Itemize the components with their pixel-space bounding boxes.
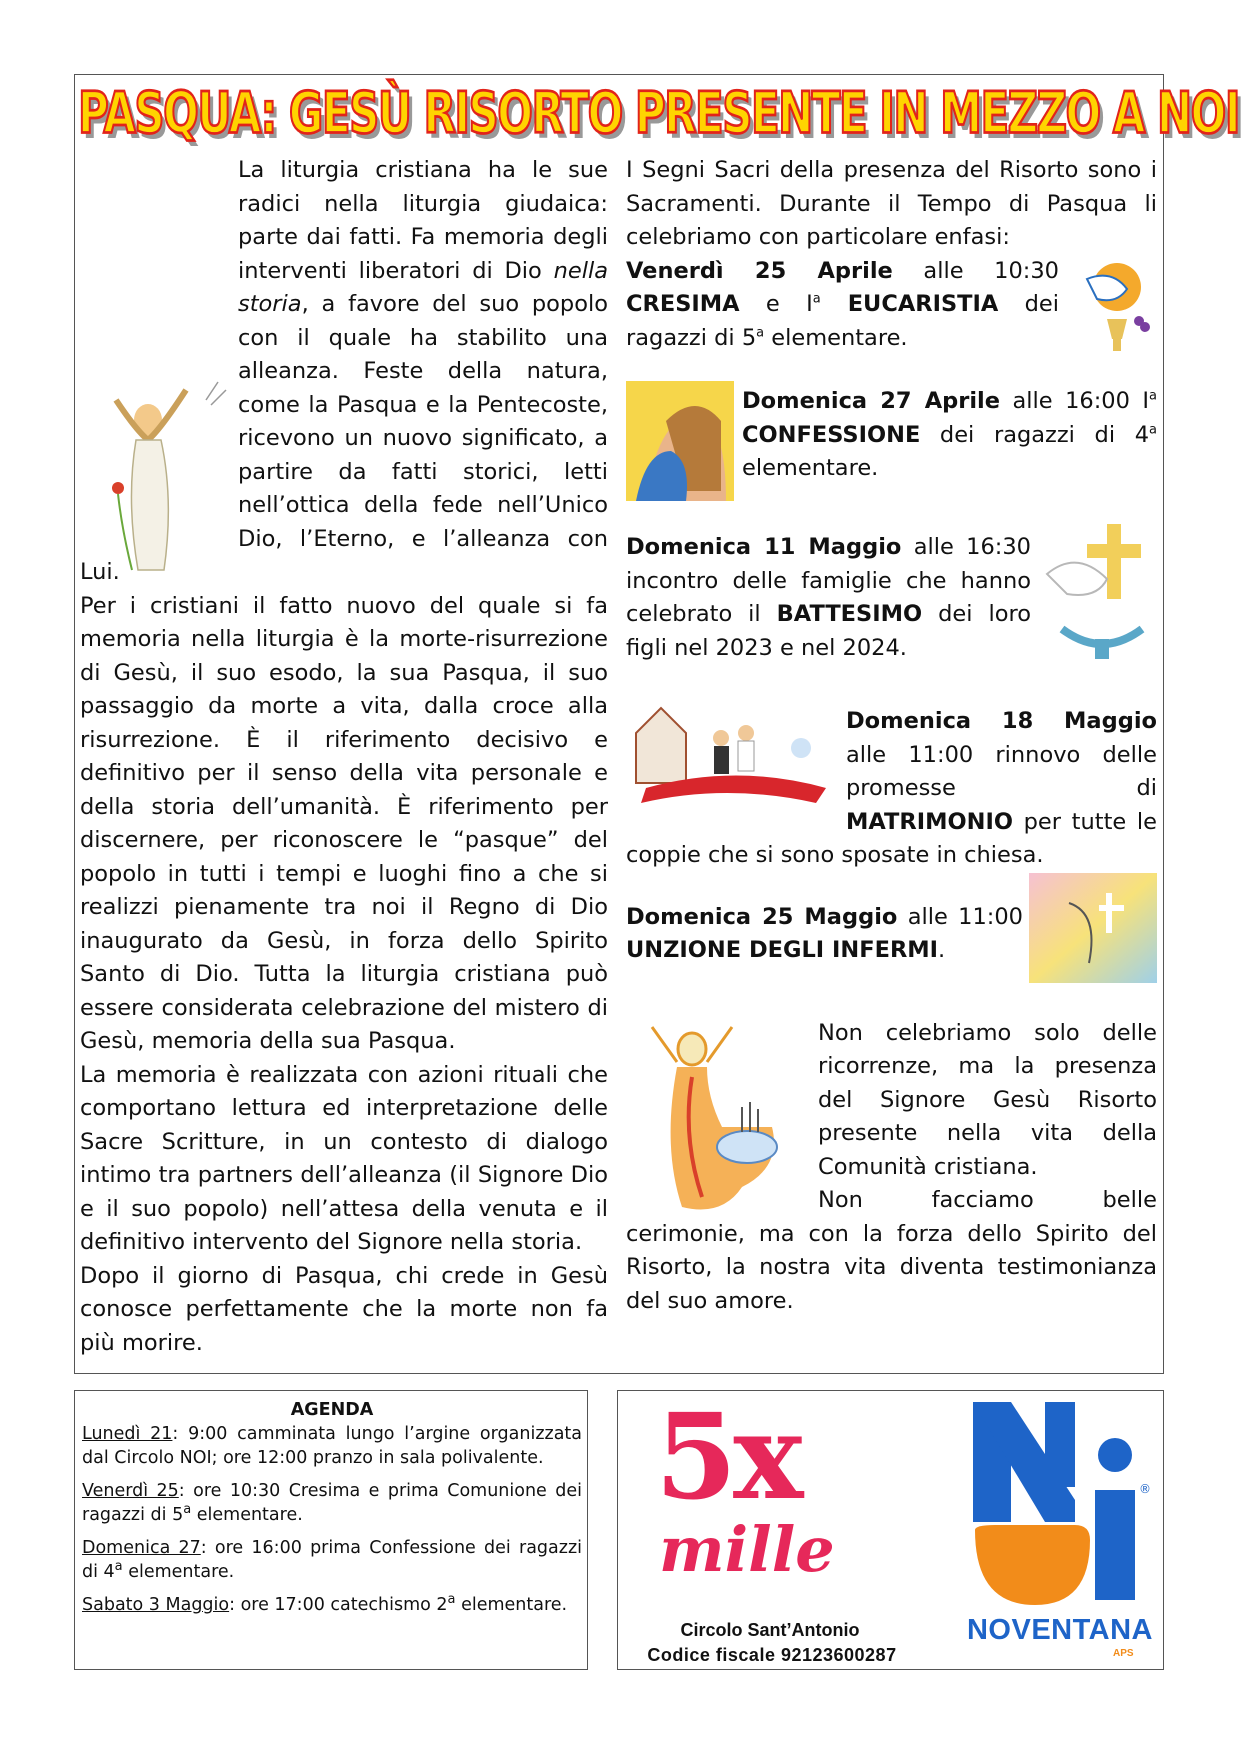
agenda-item-1-text: : 9:00 camminata lungo l’argine organizzata dal Circolo NOI; ore 12:00 pranzo in sala polivalente. — [82, 1424, 582, 1468]
event-unzione-b: UNZIONE DEGLI INFERMI — [626, 937, 939, 963]
event-confessione-t1: alle 16:00 I — [1000, 388, 1150, 414]
wedding-church-illustration — [626, 693, 836, 808]
mille-text: mille — [659, 1513, 835, 1586]
event-matrimonio-t1: alle 11:00 rinnovo delle promesse di — [846, 741, 1157, 801]
noventana-text: NOVENTANA — [966, 1614, 1154, 1646]
right-column — [626, 154, 1157, 1318]
agenda-item-1 — [82, 1422, 582, 1470]
right-intro: I Segni Sacri della presenza del Risorto sono i Sacramenti. Durante il Tempo di Pasqua li celebriamo con particolare enfasi: — [626, 157, 1157, 250]
agenda-item-2-rest: elementare. — [191, 1505, 303, 1525]
confession-embrace-illustration — [626, 381, 734, 501]
agenda-item-2-sup: a — [183, 1502, 192, 1518]
agenda-item-1-day: Lunedì 21 — [82, 1424, 173, 1444]
event-unzione-t1: alle 11:00 — [897, 903, 1023, 930]
event-confessione-sup2: a — [1149, 422, 1157, 437]
event-matrimonio-b: MATRIMONIO — [846, 808, 1013, 835]
agenda-box — [82, 1398, 582, 1626]
agenda-item-3-text: : ore 16:00 prima Confessione dei ragazzi di 4 — [82, 1538, 582, 1582]
event-confessione-t3: elementare. — [742, 455, 879, 481]
agenda-item-4-rest: elementare. — [455, 1595, 568, 1615]
agenda-item-3 — [82, 1536, 582, 1584]
event-cresima-t2: e I — [739, 291, 813, 317]
event-unzione-date: Domenica 25 Maggio — [626, 903, 898, 930]
baptism-dove-cross-icon — [1037, 519, 1157, 669]
event-battesimo-t2: dei loro figli nel 2023 e nel 2024. — [626, 601, 1031, 661]
paragraph-1-italic: nella storia — [238, 257, 608, 317]
agenda-heading: AGENDA — [290, 1400, 374, 1420]
agenda-item-4-day: Sabato 3 Maggio — [82, 1595, 230, 1615]
agenda-item-3-day: Domenica 27 — [82, 1538, 201, 1558]
risen-christ-illustration — [86, 370, 236, 575]
circolo-name: Circolo Sant’Antonio — [680, 1620, 860, 1640]
event-cresima-sup2: a — [756, 325, 765, 340]
paragraph-4: Dopo il giorno di Pasqua, chi crede in Gesù conosce perfettamente che la morte non fa più morire. — [80, 1262, 608, 1356]
event-cresima-date: Venerdì 25 Aprile — [626, 257, 893, 284]
risen-christ-empty-tomb-illustration — [622, 1017, 812, 1217]
event-cresima-sup1: a — [812, 291, 821, 307]
event-cresima-t4: elementare. — [764, 324, 908, 351]
left-column — [80, 154, 608, 1360]
paragraph-1-rest: , a favore del suo popolo con il quale ha stabilito una alleanza. Feste della natura, come la Pasqua e la Pentecoste, ricevono un nuovo significato, a partire da fatti storici, letti nell’ottica della fede nell’Unico Dio, l’Eterno, e l’alleanza con Lui. — [80, 291, 608, 585]
right-closing-1: Non celebriamo solo delle ricorrenze, ma la presenza del Signore Gesù Risorto presente nella vita della Comunità cristiana. — [818, 1019, 1157, 1180]
noi-logo-mark — [965, 1400, 1155, 1610]
event-battesimo-b: BATTESIMO — [776, 601, 923, 627]
event-battesimo-date: Domenica 11 Maggio — [626, 534, 902, 560]
event-cresima-b1: CRESIMA — [626, 291, 740, 317]
right-closing-2: Non facciamo belle cerimonie, ma con la forza dello Spirito del Risorto, la nostra vita diventa testimonianza del suo amore. — [626, 1187, 1157, 1314]
anointing-sick-illustration — [1029, 873, 1157, 983]
event-unzione-t2: . — [938, 937, 946, 963]
aps-text: APS — [1113, 1648, 1134, 1659]
paragraph-3: La memoria è realizzata con azioni rituali che comportano lettura ed interpretazione delle Sacre Scritture, in un contesto di dialogo intimo tra partners dell’alleanza (il Signore Dio e il suo popolo) nell’attesa della venuta e il definitivo intervento del Signore nella storia. — [80, 1061, 608, 1255]
event-cresima-t1: alle 10:30 — [892, 257, 1059, 284]
five-x-text: 5x — [655, 1387, 800, 1526]
page-title: PASQUA: GESÙ RISORTO PRESENTE IN MEZZO A NOI — [78, 80, 1239, 147]
event-confessione-t2: dei ragazzi di 4 — [920, 421, 1150, 448]
agenda-item-2-day: Venerdì 25 — [82, 1481, 179, 1501]
noi-noventana-logo — [965, 1400, 1155, 1665]
event-battesimo-t1: alle 16:30 incontro delle famiglie che hanno celebrato il — [626, 534, 1031, 627]
event-cresima-t3: dei ragazzi di 5 — [626, 291, 1059, 351]
codice-fiscale: Codice fiscale 92123600287 — [647, 1645, 897, 1665]
agenda-item-3-sup: a — [114, 1559, 123, 1575]
confirmation-eucharist-icon — [1067, 259, 1157, 359]
noi-reg-mark: ® — [1139, 1482, 1151, 1496]
event-confessione-b: CONFESSIONE — [742, 421, 921, 448]
event-confessione-date: Domenica 27 Aprile — [742, 388, 1000, 414]
event-matrimonio-date: Domenica 18 Maggio — [846, 708, 1157, 734]
event-cresima-b2: EUCARISTIA — [820, 291, 999, 317]
event-confessione-sup1: a — [1149, 388, 1157, 404]
agenda-item-4-sup: a — [447, 1592, 456, 1608]
agenda-item-2-text: : ore 10:30 Cresima e prima Comunione dei ragazzi di 5 — [82, 1481, 582, 1525]
paragraph-1-start: La liturgia cristiana ha le sue radici nella liturgia giudaica: parte dai fatti. Fa memoria degli interventi liberatori di Dio — [238, 157, 608, 284]
agenda-item-4 — [82, 1593, 582, 1617]
event-matrimonio-t2: per tutte le coppie che si sono sposate in chiesa. — [626, 808, 1157, 868]
paragraph-2: Per i cristiani il fatto nuovo del quale si fa memoria nella liturgia è la morte-risurrezione di Gesù, il suo esodo, la sua Pasqua, il suo passaggio da morte a vita, dalla croce alla risurrezione. È il riferimento decisivo e definitivo per il senso della vita personale e della storia dell’umanità. È riferimento per discernere, per riconoscere le “pasque” del popolo in tutti i tempi e luoghi fino a che si realizzi pienamente tra noi il Regno di Dio inaugurato da Gesù, in forza dello Spirito Santo di Dio. Tutta la liturgia cristiana può essere considerata celebrazione del mistero di Gesù, memoria della sua Pasqua. — [80, 592, 608, 1054]
agenda-item-4-text: : ore 17:00 catechismo 2 — [229, 1595, 448, 1615]
five-per-mille-logo — [655, 1387, 915, 1625]
agenda-item-3-rest: elementare. — [122, 1562, 235, 1582]
agenda-item-2 — [82, 1479, 582, 1527]
